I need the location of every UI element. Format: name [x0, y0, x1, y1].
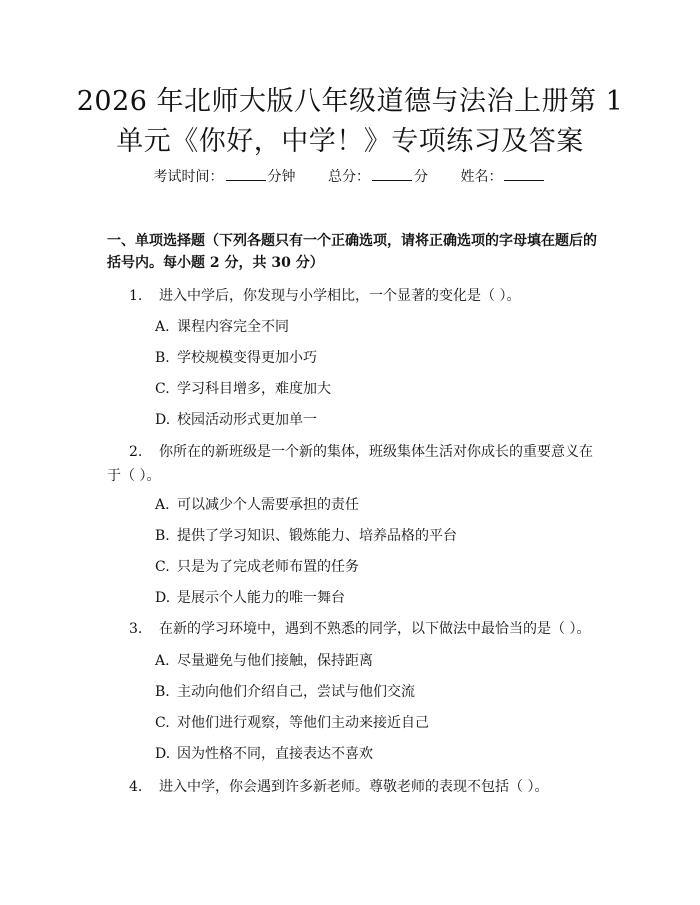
student-name-label: 姓名：	[460, 169, 503, 185]
total-score-label: 总分：	[328, 169, 370, 185]
question-number: 1.	[129, 288, 143, 304]
option-letter: C.	[155, 715, 170, 731]
option-text: 提供了学习知识、锻炼能力、培养品格的平台	[177, 528, 457, 544]
exam-meta	[0, 166, 700, 188]
option-letter: B.	[155, 528, 170, 544]
option-letter: C.	[155, 559, 170, 575]
option-item[interactable]	[155, 712, 429, 734]
option-text: 因为性格不同，直接表达不喜欢	[177, 746, 373, 762]
page-title-line-1: 2026 年北师大版八年级道德与法治上册第 1	[76, 86, 624, 117]
option-text: 尽量避免与他们接触，保持距离	[177, 653, 373, 669]
option-letter: B.	[155, 350, 170, 366]
exam-time-unit: 分钟	[267, 169, 296, 185]
option-text: 可以减少个人需要承担的责任	[177, 497, 359, 513]
question-3	[107, 618, 602, 640]
total-score-blank[interactable]	[372, 166, 412, 181]
exam-time-blank[interactable]	[226, 166, 266, 181]
question-2	[107, 440, 602, 488]
question-text: 进入中学后，你发现与小学相比，一个显著的变化是（ ）。	[159, 288, 521, 304]
option-item[interactable]	[155, 347, 317, 369]
question-4	[107, 776, 602, 798]
option-text: 对他们进行观察，等他们主动来接近自己	[177, 715, 429, 731]
option-item[interactable]	[155, 409, 317, 431]
question-text: 你所在的新班级是一个新的集体，班级集体生活对你成长的重要意义在于（ ）。	[107, 444, 593, 484]
page-title-line-2: 单元《你好，中学！》专项练习及答案	[116, 126, 584, 157]
option-item[interactable]	[155, 525, 457, 547]
option-item[interactable]	[155, 587, 345, 609]
option-item[interactable]	[155, 650, 373, 672]
option-item[interactable]	[155, 681, 415, 703]
section-heading: 一、单项选择题（下列各题只有一个正确选项，请将正确选项的字母填在题后的括号内。每小题 2 分，共 30 分）	[107, 233, 597, 271]
option-item[interactable]	[155, 378, 331, 400]
question-text: 进入中学，你会遇到许多新老师。尊敬老师的表现不包括（ ）。	[159, 779, 549, 795]
question-number: 2.	[129, 444, 143, 460]
option-text: 是展示个人能力的唯一舞台	[177, 590, 345, 606]
option-letter: A.	[155, 653, 170, 669]
student-name-field	[460, 169, 546, 185]
option-letter: A.	[155, 319, 170, 335]
option-letter: A.	[155, 497, 170, 513]
exam-time-field	[154, 169, 300, 185]
option-text: 校园活动形式更加单一	[177, 412, 317, 428]
option-item[interactable]	[155, 743, 373, 765]
total-score-unit: 分	[414, 169, 428, 185]
option-letter: B.	[155, 684, 170, 700]
student-name-blank[interactable]	[504, 166, 544, 181]
option-text: 只是为了完成老师布置的任务	[177, 559, 359, 575]
option-item[interactable]	[155, 556, 359, 578]
option-text: 主动向他们介绍自己，尝试与他们交流	[177, 684, 415, 700]
total-score-field	[328, 169, 432, 185]
option-letter: D.	[155, 412, 171, 428]
option-item[interactable]	[155, 494, 359, 516]
option-letter: C.	[155, 381, 170, 397]
question-text: 在新的学习环境中，遇到不熟悉的同学，以下做法中最恰当的是（ ）。	[159, 621, 591, 637]
option-text: 学习科目增多，难度加大	[177, 381, 331, 397]
option-letter: D.	[155, 746, 171, 762]
option-item[interactable]	[155, 316, 289, 338]
option-letter: D.	[155, 590, 171, 606]
option-text: 课程内容完全不同	[177, 319, 289, 335]
question-number: 4.	[129, 779, 143, 795]
question-1	[107, 285, 602, 307]
option-text: 学校规模变得更加小巧	[177, 350, 317, 366]
exam-time-label: 考试时间：	[153, 169, 224, 185]
question-number: 3.	[129, 621, 143, 637]
